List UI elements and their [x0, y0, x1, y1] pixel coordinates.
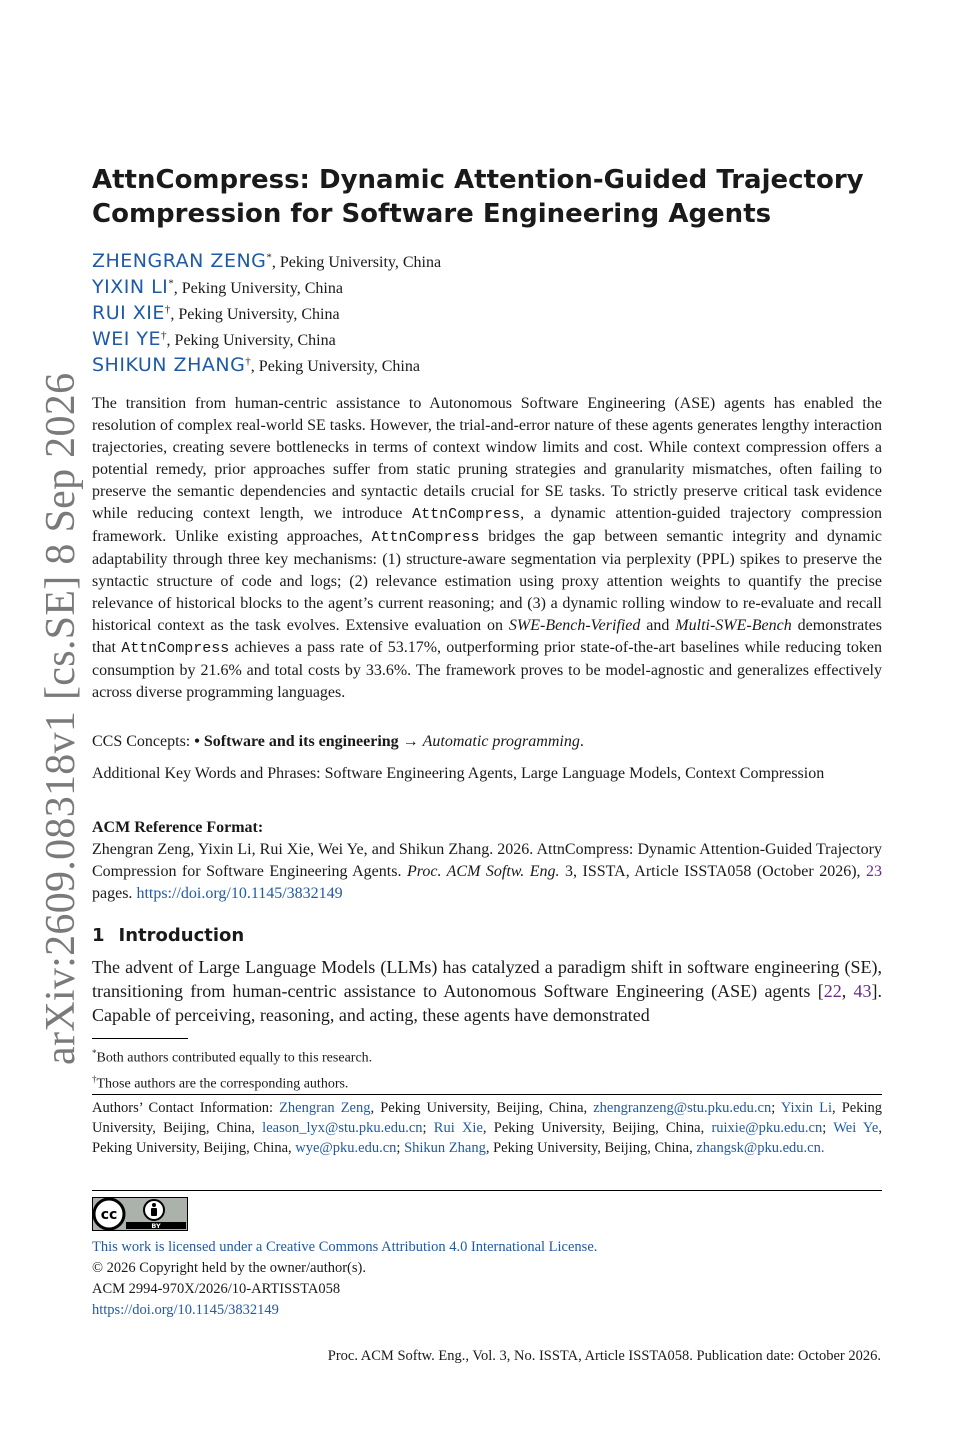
system-name-code: AttnCompress	[121, 640, 230, 657]
author-link[interactable]: Wei Ye	[833, 1120, 879, 1136]
page-count-link[interactable]: 23	[866, 863, 883, 880]
email-link[interactable]: leason_lyx@stu.pku.edu.cn	[262, 1120, 423, 1136]
contact-affiliation: , Peking University, Beijing, China,	[485, 1140, 697, 1156]
abstract-text: and	[640, 617, 676, 634]
reference-heading: ACM Reference Format:	[92, 819, 264, 836]
footnote-mark: *	[92, 1048, 97, 1058]
author-name-link[interactable]: RUI XIE	[92, 302, 165, 324]
system-name-code: AttnCompress	[371, 529, 480, 546]
cc-by-license-badge[interactable]	[92, 1197, 188, 1231]
keywords-text: Software Engineering Agents, Large Language Models, Context Compression	[324, 765, 825, 782]
citation-link[interactable]: 22	[823, 981, 842, 1001]
copyright-text: © 2026 Copyright held by the owner/author(s).	[92, 1260, 366, 1276]
author-affiliation: , Peking University, China	[166, 332, 336, 349]
footnote	[92, 1043, 372, 1069]
reference-text: pages.	[92, 885, 137, 902]
by-label: BY	[151, 1222, 161, 1230]
contact-information	[92, 1098, 882, 1158]
benchmark-name: SWE-Bench-Verified	[508, 617, 641, 634]
abstract-text: bridges the gap between semantic integrity and dynamic adaptability through three key mechanisms: (1) structure-aware segmentation via perplexity (PPL) spikes to preserve the syntactic structure of code and logs; (2) relevance estimation using proxy attention weights to quantify the precise relevance of historical blocks to the agent’s current reasoning; and (3) a dynamic rolling window to re-evaluate and recall historical context as the task evolves. Extensive evaluation on	[92, 528, 882, 634]
separator: ;	[822, 1120, 834, 1136]
system-name-code: AttnCompress	[412, 506, 521, 523]
section-heading	[92, 925, 244, 946]
section-number: 1	[92, 925, 105, 946]
author-mark: †	[245, 355, 251, 368]
email-link[interactable]: zhengranzeng@stu.pku.edu.cn	[593, 1100, 772, 1116]
author-affiliation: , Peking University, China	[173, 280, 343, 297]
author-name-link[interactable]: YIXIN LI	[92, 276, 169, 298]
author-line	[92, 328, 336, 350]
arrow-icon: →	[398, 733, 423, 750]
author-link[interactable]: Yixin Li	[780, 1100, 832, 1116]
email-link[interactable]: zhangsk@pku.edu.cn.	[696, 1140, 825, 1156]
doi-link[interactable]: https://doi.org/10.1145/3832149	[136, 885, 343, 902]
keywords	[92, 763, 882, 785]
intro-paragraph	[92, 955, 882, 1027]
contact-affiliation: , Peking University, Beijing, China,	[482, 1120, 712, 1136]
ccs-end: .	[579, 733, 584, 750]
footnotes	[92, 1043, 372, 1094]
footnote-text: Both authors contributed equally to this research.	[96, 1050, 373, 1066]
author-line	[92, 354, 420, 376]
citation-separator: ,	[841, 981, 854, 1001]
author-name-link[interactable]: WEI YE	[92, 328, 162, 350]
citation-link[interactable]: 43	[853, 981, 872, 1001]
acm-reference-format	[92, 817, 882, 905]
footnote-text: Those authors are the corresponding authors.	[96, 1076, 349, 1092]
separator: ;	[771, 1100, 781, 1116]
author-link[interactable]: Rui Xie	[433, 1120, 483, 1136]
cc-icon: cc	[100, 1207, 118, 1223]
ccs-label: CCS Concepts:	[92, 733, 195, 750]
contact-affiliation: , Peking University, Beijing, China,	[370, 1100, 594, 1116]
footnote-rule	[92, 1038, 188, 1039]
reference-text: 3, ISSTA, Article ISSTA058 (October 2026),	[559, 863, 867, 880]
author-mark: †	[164, 303, 171, 316]
abstract-text: achieves a pass rate of 53.17%, outperforming prior state-of-the-art baselines while reducing token consumption by 21.6% and total costs by 33.6%. The framework proves to be model-agnostic and generalizes effectively across diverse programming languages.	[92, 639, 882, 701]
intro-text: ]. Capable of perceiving, reasoning, and acting, these agents have demonstrated	[92, 981, 883, 1025]
divider	[92, 1190, 882, 1191]
contact-affiliation: , Peking University, Beijing, China,	[92, 1100, 882, 1136]
footnote-mark: †	[92, 1073, 97, 1084]
abstract-text: , a dynamic attention-guided trajectory compression framework. Unlike existing approaches,	[92, 505, 882, 545]
arxiv-identifier-text: arXiv:2609.08318v1 [cs.SE] 8 Sep 2026	[38, 372, 84, 1065]
abstract-text: The transition from human-centric assistance to Autonomous Software Engineering (ASE) agents has enabled the resolution of complex real-world SE tasks. However, the trial-and-error nature of these agents generates lengthy interaction trajectories, creating severe bottlenecks in terms of context window limits and cost. While context compression offers a potential remedy, prior approaches suffer from static pruning strategies and granularity mismatches, often failing to preserve the semantic dependencies and syntactic details crucial for SE tasks. To strictly preserve critical task evidence while reducing context length, we introduce	[92, 395, 882, 522]
author-link[interactable]: Zhengran Zeng	[279, 1100, 371, 1116]
ccs-concepts	[92, 731, 882, 753]
abstract-text: demonstrates that	[92, 617, 883, 656]
footnote	[92, 1069, 372, 1095]
author-affiliation: , Peking University, China	[250, 358, 420, 375]
divider	[92, 1094, 882, 1095]
abstract-paragraph	[92, 393, 882, 704]
author-affiliation: , Peking University, China	[170, 306, 340, 323]
author-line	[92, 276, 343, 298]
license-block	[92, 1237, 597, 1321]
email-link[interactable]: ruixie@pku.edu.cn	[711, 1120, 823, 1136]
issn-text: ACM 2994-970X/2026/10-ARTISSTA058	[92, 1281, 341, 1297]
contact-label: Authors’ Contact Information:	[92, 1100, 280, 1116]
ccs-bullet: •	[194, 733, 204, 750]
author-name-link[interactable]: ZHENGRAN ZENG	[92, 250, 267, 272]
intro-text: The advent of Large Language Models (LLMs) has catalyzed a paradigm shift in software engineering (SE), transitioning from human-centric assistance to Autonomous Software Engineering (ASE) agents [	[92, 957, 882, 1001]
arxiv-identifier-stamp	[31, 372, 91, 1065]
separator: ;	[396, 1140, 405, 1156]
ccs-concept: Software and its engineering	[203, 733, 399, 750]
running-footer: Proc. ACM Softw. Eng., Vol. 3, No. ISSTA, Article ISSTA058. Publication date: October 2026.	[327, 1348, 881, 1364]
reference-text: Zhengran Zeng, Yixin Li, Rui Xie, Wei Ye, and Shikun Zhang. 2026. AttnCompress: Dynamic Attention-Guided Trajectory Compression for Software Engineering Agents.	[92, 841, 882, 880]
benchmark-name: Multi-SWE-Bench	[675, 617, 792, 634]
author-mark: †	[161, 329, 167, 342]
license-link[interactable]: This work is licensed under a Creative Commons Attribution 4.0 International License.	[92, 1239, 598, 1255]
email-link[interactable]: wye@pku.edu.cn	[295, 1140, 397, 1156]
author-mark: *	[168, 277, 174, 290]
author-name-link[interactable]: SHIKUN ZHANG	[92, 354, 246, 376]
keywords-label: Additional Key Words and Phrases:	[92, 765, 325, 782]
author-mark: *	[266, 251, 272, 264]
paper-title: AttnCompress: Dynamic Attention-Guided Trajectory Compression for Software Engineering Agents	[92, 165, 864, 229]
ccs-subconcept: Automatic programming	[422, 733, 580, 750]
journal-name: Proc. ACM Softw. Eng.	[406, 863, 560, 880]
doi-link[interactable]: https://doi.org/10.1145/3832149	[92, 1302, 279, 1318]
author-affiliation: , Peking University, China	[271, 254, 442, 271]
contact-affiliation: , Peking University, Beijing, China,	[92, 1120, 882, 1156]
author-line	[92, 302, 340, 324]
author-line	[92, 250, 441, 272]
author-link[interactable]: Shikun Zhang	[404, 1140, 486, 1156]
separator: ;	[422, 1120, 434, 1136]
section-title: Introduction	[118, 925, 245, 946]
